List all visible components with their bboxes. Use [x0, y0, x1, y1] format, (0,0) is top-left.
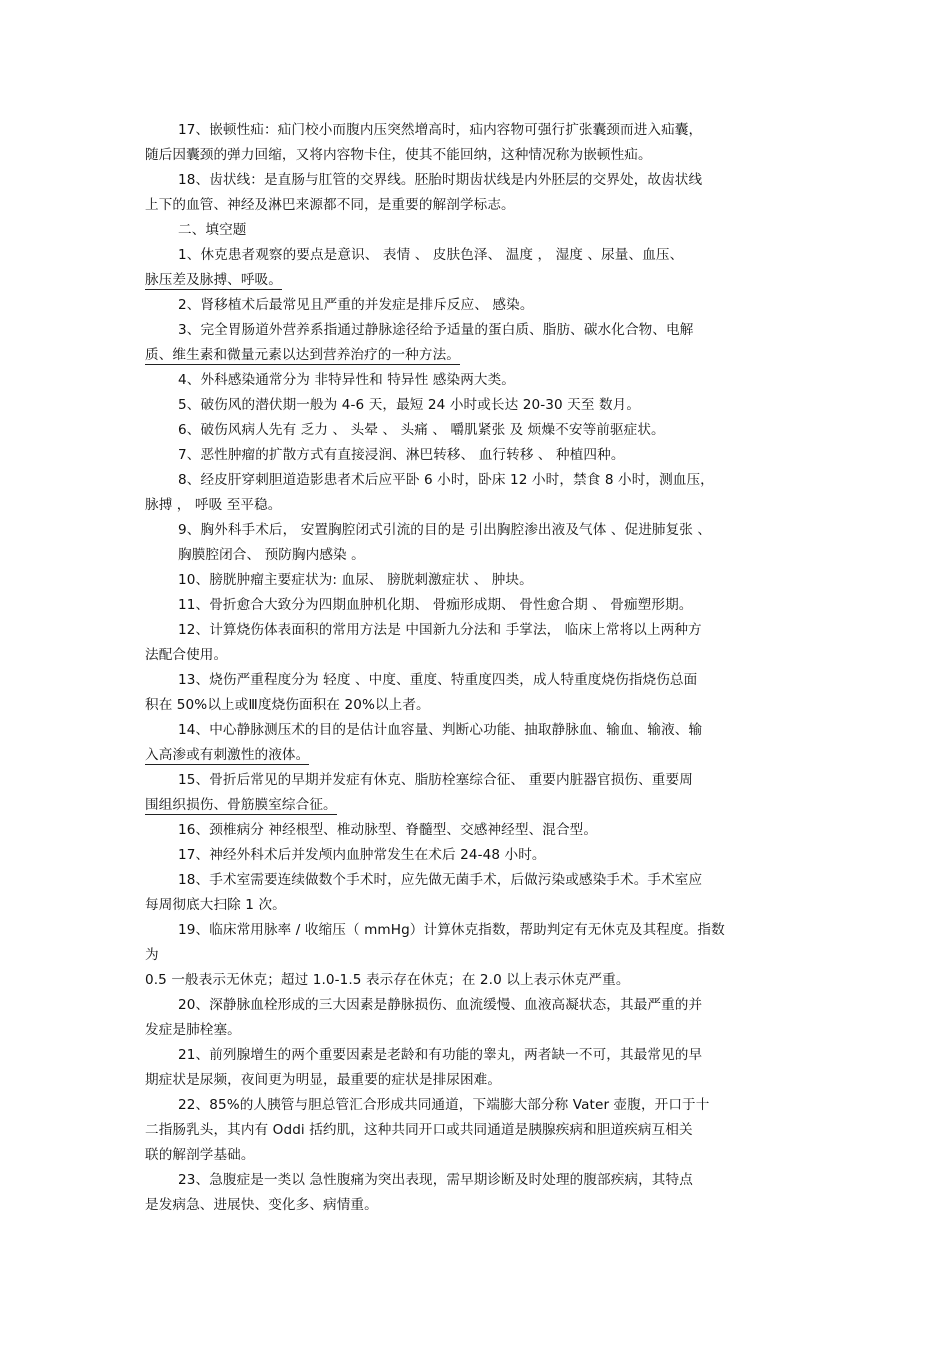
q19-line-2: 为	[145, 947, 159, 963]
q3-line-2: 质、维生素和微量元素以达到营养治疗的一种方法。	[145, 347, 460, 363]
section-heading: 二、填空题	[178, 222, 247, 238]
item-18-line-1: 18、齿状线：是直肠与肛管的交界线。胚胎时期齿状线是内外胚层的交界处，故齿状线	[178, 172, 703, 188]
q17-line: 17、神经外科术后并发颅内血肿常发生在术后 24-48 小时。	[178, 847, 546, 863]
q15-line-2: 围组织损伤、骨筋膜室综合征。	[145, 797, 337, 813]
q23-line-1: 23、急腹症是一类以 急性腹痛为突出表现，需早期诊断及时处理的腹部疾病，其特点	[178, 1172, 693, 1188]
q2-line: 2、肾移植术后最常见且严重的并发症是排斥反应、 感染。	[178, 297, 534, 313]
q6-line: 6、破伤风病人先有 乏力 、 头晕 、 头痛 、 嚼肌紧张 及 烦燥不安等前驱症状。	[178, 422, 665, 438]
q9-line-1: 9、胸外科手术后， 安置胸腔闭式引流的目的是 引出胸腔渗出液及气体 、促进肺复张 、	[178, 522, 712, 538]
q19-line-1: 19、临床常用脉率 / 收缩压（ mmHg）计算休克指数，帮助判定有无休克及其程度。指数	[178, 922, 725, 938]
q19-line-3: 0.5 一般表示无休克；超过 1.0-1.5 表示存在休克；在 2.0 以上表示休克严重。	[145, 972, 630, 988]
q22-line-1: 22、85%的人胰管与胆总管汇合形成共同通道，下端膨大部分称 Vater 壶腹，开口于十	[178, 1097, 710, 1113]
q21-line-1: 21、前列腺增生的两个重要因素是老龄和有功能的睾丸，两者缺一不可，其最常见的早	[178, 1047, 703, 1063]
q8-line-1: 8、经皮肝穿刺胆道造影患者术后应平卧 6 小时，卧床 12 小时，禁食 8 小时，测血压，	[178, 472, 714, 488]
q1-line-1: 1、休克患者观察的要点是意识、 表情 、 皮肤色泽、 温度 ， 湿度 、尿量、血压、	[178, 247, 684, 263]
q12-line-1: 12、计算烧伤体表面积的常用方法是 中国新九分法和 手掌法， 临床上常将以上两种方	[178, 622, 702, 638]
q5-line: 5、破伤风的潜伏期一般为 4-6 天，最短 24 小时或长达 20-30 天至 数月。	[178, 397, 641, 413]
q23-line-2: 是发病急、进展快、变化多、病情重。	[145, 1197, 378, 1213]
q22-line-2: 二指肠乳头，其内有 Oddi 括约肌，这种共同开口或共同通道是胰腺疾病和胆道疾病互相关	[145, 1122, 693, 1138]
q1-line-2: 脉压差及脉搏、呼吸。	[145, 272, 282, 288]
q18-line-1: 18、手术室需要连续做数个手术时，应先做无菌手术，后做污染或感染手术。手术室应	[178, 872, 703, 888]
item-17-line-1: 17、嵌顿性疝：疝门校小而腹内压突然增高时，疝内容物可强行扩张囊颈而进入疝囊，	[178, 122, 703, 138]
q4-line: 4、外科感染通常分为 非特异性和 特异性 感染两大类。	[178, 372, 515, 388]
q8-line-2: 脉搏 ， 呼吸 至平稳。	[145, 497, 282, 513]
q18-line-2: 每周彻底大扫除 1 次。	[145, 897, 286, 913]
q11-line: 11、骨折愈合大致分为四期血肿机化期、 骨痂形成期、 骨性愈合期 、 骨痂塑形期。	[178, 597, 693, 613]
q15-line-1: 15、骨折后常见的早期并发症有休克、脂肪栓塞综合征、 重要内脏器官损伤、重要周	[178, 772, 693, 788]
item-17-line-2: 随后因囊颈的弹力回缩，又将内容物卡住，使其不能回纳，这种情况称为嵌顿性疝。	[145, 147, 652, 163]
q14-line-2: 入高渗或有刺激性的液体。	[145, 747, 310, 763]
q12-line-2: 法配合使用。	[145, 647, 228, 663]
q7-line: 7、恶性肿瘤的扩散方式有直接浸润、淋巴转移、 血行转移 、 种植四种。	[178, 447, 625, 463]
q10-line: 10、膀胱肿瘤主要症状为: 血尿、 膀胱刺激症状 、 肿块。	[178, 572, 533, 588]
q3-line-1: 3、完全胃肠道外营养系指通过静脉途径给予适量的蛋白质、脂肪、碳水化合物、电解	[178, 322, 694, 338]
q9-line-2: 胸膜腔闭合、 预防胸内感染 。	[178, 547, 365, 563]
q22-line-3: 联的解剖学基础。	[145, 1147, 255, 1163]
q13-line-1: 13、烧伤严重程度分为 轻度 、中度、重度、特重度四类，成人特重度烧伤指烧伤总面	[178, 672, 698, 688]
q21-line-2: 期症状是尿频，夜间更为明显，最重要的症状是排尿困难。	[145, 1072, 502, 1088]
q20-line-2: 发症是肺栓塞。	[145, 1022, 241, 1038]
q13-line-2: 积在 50%以上或Ⅲ度烧伤面积在 20%以上者。	[145, 697, 430, 713]
q16-line: 16、颈椎病分 神经根型、椎动脉型、脊髓型、交感神经型、混合型。	[178, 822, 598, 838]
q14-line-1: 14、中心静脉测压术的目的是估计血容量、判断心功能、抽取静脉血、输血、输液、输	[178, 722, 703, 738]
item-18-line-2: 上下的血管、神经及淋巴来源都不同，是重要的解剖学标志。	[145, 197, 515, 213]
q20-line-1: 20、深静脉血栓形成的三大因素是静脉损伤、血流缓慢、血液高凝状态，其最严重的并	[178, 997, 703, 1013]
